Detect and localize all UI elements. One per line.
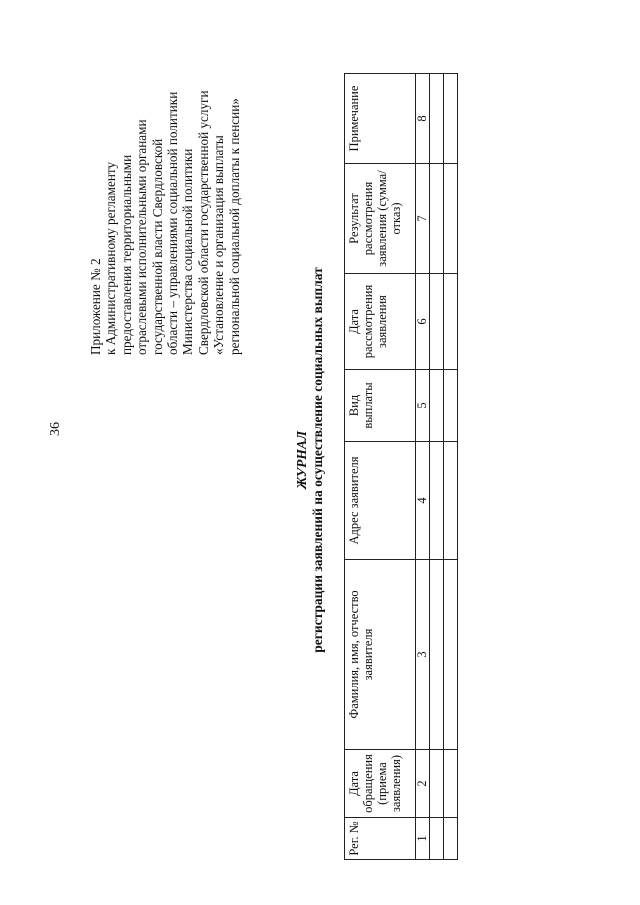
table-cell bbox=[430, 370, 444, 442]
column-number: 4 bbox=[416, 442, 430, 560]
column-number: 8 bbox=[416, 74, 430, 164]
header-applicant-address: Адрес заявителя bbox=[345, 442, 416, 560]
table-cell bbox=[430, 560, 444, 750]
appendix-line: Министерства социальной политики bbox=[180, 148, 196, 355]
appendix-line: «Установление и организация выплаты bbox=[211, 135, 227, 355]
appendix-line: региональной социальной доплаты к пенсии» bbox=[226, 98, 242, 355]
column-number: 1 bbox=[416, 818, 430, 860]
journal-heading bbox=[294, 200, 326, 720]
header-payment-type: Вид выплаты bbox=[345, 370, 416, 442]
column-number: 6 bbox=[416, 274, 430, 370]
table-cell bbox=[430, 74, 444, 164]
table-cell bbox=[444, 370, 458, 442]
table-cell bbox=[444, 164, 458, 274]
header-applicant-name: Фамилия, имя, отчество заявителя bbox=[345, 560, 416, 750]
table-cell bbox=[444, 560, 458, 750]
table-header-row bbox=[345, 74, 416, 860]
appendix-header bbox=[88, 70, 242, 355]
header-review-result: Результат рассмотрения заявления (сумма/отказ) bbox=[345, 164, 416, 274]
table-row bbox=[444, 74, 458, 860]
table-cell bbox=[444, 442, 458, 560]
table-cell bbox=[444, 750, 458, 818]
header-reg-number: Рег. № bbox=[345, 818, 416, 860]
table-cell bbox=[430, 164, 444, 274]
column-numbers-row bbox=[416, 74, 430, 860]
column-number: 5 bbox=[416, 370, 430, 442]
table-cell bbox=[430, 818, 444, 860]
header-review-date: Дата рассмотрения заявления bbox=[345, 274, 416, 370]
appendix-line: Приложение № 2 bbox=[88, 258, 103, 355]
registration-table bbox=[344, 73, 458, 860]
appendix-line: государственной власти Свердловской bbox=[149, 138, 165, 355]
journal-subtitle: регистрации заявлений на осуществление социальных выплат bbox=[310, 267, 325, 653]
table-cell bbox=[444, 274, 458, 370]
column-number: 2 bbox=[416, 750, 430, 818]
column-number: 3 bbox=[416, 560, 430, 750]
header-note: Примечание bbox=[345, 74, 416, 164]
table-row bbox=[430, 74, 444, 860]
column-number: 7 bbox=[416, 164, 430, 274]
appendix-line: области – управлениями социальной политики bbox=[165, 91, 181, 355]
journal-title: ЖУРНАЛ bbox=[294, 430, 309, 490]
table-cell bbox=[430, 442, 444, 560]
rotated-page-content bbox=[72, 70, 472, 860]
appendix-line: к Административному регламенту bbox=[103, 161, 119, 355]
table-cell bbox=[444, 74, 458, 164]
appendix-line: предоставления территориальными bbox=[118, 154, 134, 355]
header-application-date: Дата обращения (приема заявления) bbox=[345, 750, 416, 818]
appendix-line: отраслевыми исполнительными органами bbox=[134, 119, 150, 355]
table-cell bbox=[430, 750, 444, 818]
table-cell bbox=[430, 274, 444, 370]
table-cell bbox=[444, 818, 458, 860]
appendix-line: Свердловской области государственной услуги bbox=[195, 90, 211, 355]
page-number: 36 bbox=[48, 422, 63, 436]
